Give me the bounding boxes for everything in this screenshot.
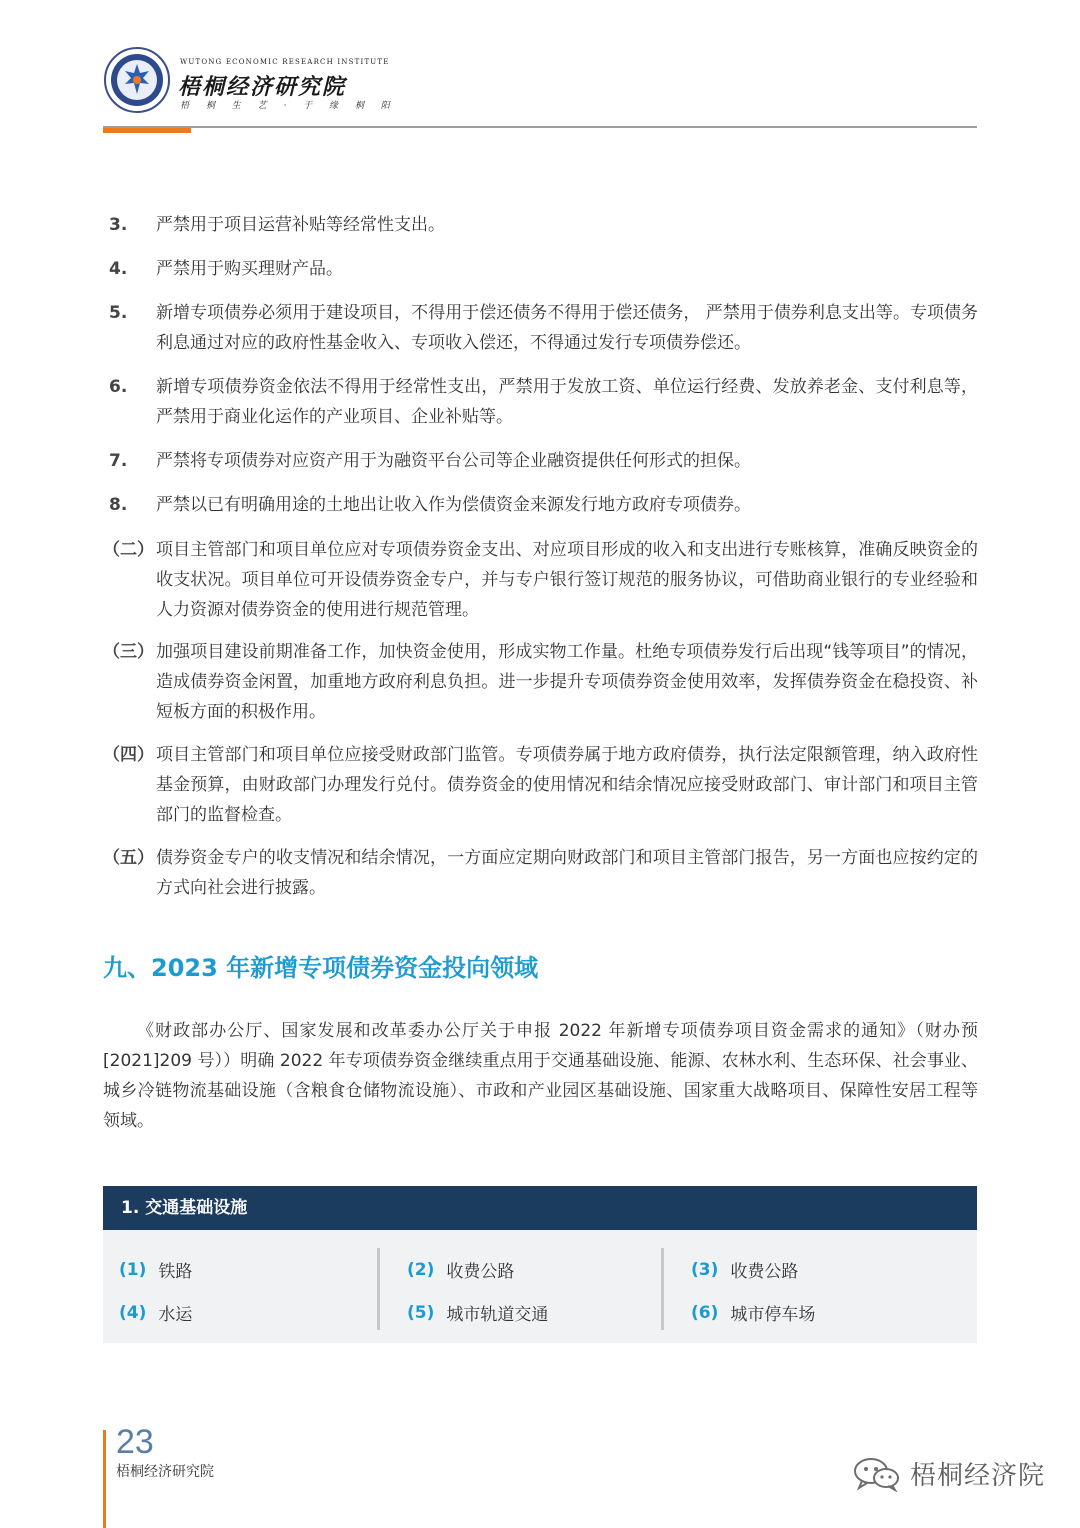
wechat-watermark	[852, 1455, 1045, 1492]
brand-english: WUTONG ECONOMIC RESEARCH INSTITUTE	[180, 58, 390, 66]
item-number: （三）	[103, 642, 154, 662]
category-item	[407, 1291, 677, 1334]
category-box-body	[103, 1230, 977, 1343]
category-item-label: 收费公路	[730, 1262, 799, 1282]
category-item-label: 铁路	[158, 1262, 193, 1282]
section-title: 九、2023 年新增专项债券资金投向领域	[103, 954, 539, 982]
category-item-number: (1)	[119, 1259, 147, 1280]
item-text: 严禁用于项目运营补贴等经常性支出。	[156, 215, 445, 235]
category-box-title: 1. 交通基础设施	[121, 1198, 248, 1218]
category-box-header	[103, 1186, 977, 1230]
item-text: 项目主管部门和项目单位应对专项债券资金支出、对应项目形成的收入和支出进行专账核算，准确反映资金的收支状况。项目单位可开设债券资金专户，并与专户银行签订规范的服务协议，可借助商业银行的专业经验和人力资源对债券资金的使用进行规范管理。	[156, 540, 978, 620]
category-item-label: 收费公路	[446, 1262, 515, 1282]
category-column	[119, 1248, 389, 1334]
item-text: 严禁用于购买理财产品。	[156, 259, 343, 279]
item-number: 6.	[109, 377, 128, 397]
item-text: 债券资金专户的收支情况和结余情况，一方面应定期向财政部门和项目主管部门报告，另一方面也应按约定的方式向社会进行披露。	[156, 848, 978, 898]
item-number: 4.	[109, 259, 128, 279]
category-item-label: 城市停车场	[730, 1305, 816, 1325]
category-item	[119, 1291, 389, 1334]
item-text: 严禁以已有明确用途的土地出让收入作为偿债资金来源发行地方政府专项债券。	[156, 495, 751, 515]
item-number: 8.	[109, 495, 128, 515]
item-number: 7.	[109, 451, 128, 471]
header-accent-bar	[103, 128, 191, 133]
column-separator	[377, 1248, 380, 1330]
category-item-number: (6)	[691, 1302, 719, 1323]
item-number: （四）	[103, 745, 154, 765]
page-header	[103, 40, 977, 135]
category-column	[407, 1248, 677, 1334]
column-separator	[661, 1248, 664, 1330]
wechat-icon	[852, 1456, 902, 1492]
item-text: 项目主管部门和项目单位应接受财政部门监管。专项债券属于地方政府债券，执行法定限额管理，纳入政府性基金预算，由财政部门办理发行兑付。债券资金的使用情况和结余情况应接受财政部门、审计部门和项目主管部门的监督检查。	[156, 745, 978, 825]
footer-accent-bar	[103, 1430, 106, 1528]
list-item	[103, 490, 978, 520]
section-paragraph: 《财政部办公厅、国家发展和改革委办公厅关于申报 2022 年新增专项债券项目资金需求的通知》（财办预 [2021]209 号））明确 2022 年专项债券资金继续重点用于交通基础设施、能源、农林水利、生态环保、社会事业、城乡冷链物流基础设施（含粮食仓储物流设施）、市政和产业园区基础设施、国家重大战略项目、保障性安居工程等领域。	[103, 1021, 978, 1131]
category-column	[691, 1248, 961, 1334]
item-number: 3.	[109, 215, 128, 235]
category-item-number: (2)	[407, 1259, 435, 1280]
footer-org-name: 梧桐经济研究院	[116, 1464, 214, 1480]
list-item	[103, 254, 978, 284]
list-item	[103, 210, 978, 240]
item-number: （二）	[103, 540, 154, 560]
list-item	[103, 446, 978, 476]
category-item	[407, 1248, 677, 1291]
brand-chinese: 梧桐经济研究院	[178, 74, 347, 100]
category-item-label: 城市轨道交通	[446, 1305, 549, 1325]
category-item	[691, 1291, 961, 1334]
list-item	[103, 637, 978, 727]
category-item	[691, 1248, 961, 1291]
category-item-label: 水运	[158, 1305, 193, 1325]
item-text: 新增专项债券必须用于建设项目，不得用于偿还债务不得用于偿还债务， 严禁用于债券利息支出等。专项债务利息通过对应的政府性基金收入、专项收入偿还，不得通过发行专项债券偿还。	[156, 303, 978, 353]
list-item	[103, 535, 978, 625]
item-number: （五）	[103, 848, 154, 868]
list-item	[103, 298, 978, 358]
item-number: 5.	[109, 303, 128, 323]
item-text: 严禁将专项债券对应资产用于为融资平台公司等企业融资提供任何形式的担保。	[156, 451, 751, 471]
list-item	[103, 740, 978, 830]
category-item	[119, 1248, 389, 1291]
category-item-number: (4)	[119, 1302, 147, 1323]
watermark-text: 梧桐经济院	[910, 1461, 1046, 1491]
list-item	[103, 372, 978, 432]
brand-tagline: 梧 桐 生 艺 · 于 缘 桐 阳	[180, 101, 397, 111]
list-item	[103, 843, 978, 903]
header-divider	[103, 126, 977, 128]
page-number: 23	[116, 1423, 154, 1461]
category-item-number: (3)	[691, 1259, 719, 1280]
institute-logo-icon	[103, 46, 171, 114]
item-text: 加强项目建设前期准备工作，加快资金使用，形成实物工作量。杜绝专项债券发行后出现“钱等项目”的情况，造成债券资金闲置，加重地方政府利息负担。进一步提升专项债券资金使用效率，发挥债券资金在稳投资、补短板方面的积极作用。	[156, 642, 978, 722]
item-text: 新增专项债券资金依法不得用于经常性支出，严禁用于发放工资、单位运行经费、发放养老金、支付利息等，严禁用于商业化运作的产业项目、企业补贴等。	[156, 377, 978, 427]
category-item-number: (5)	[407, 1302, 435, 1323]
